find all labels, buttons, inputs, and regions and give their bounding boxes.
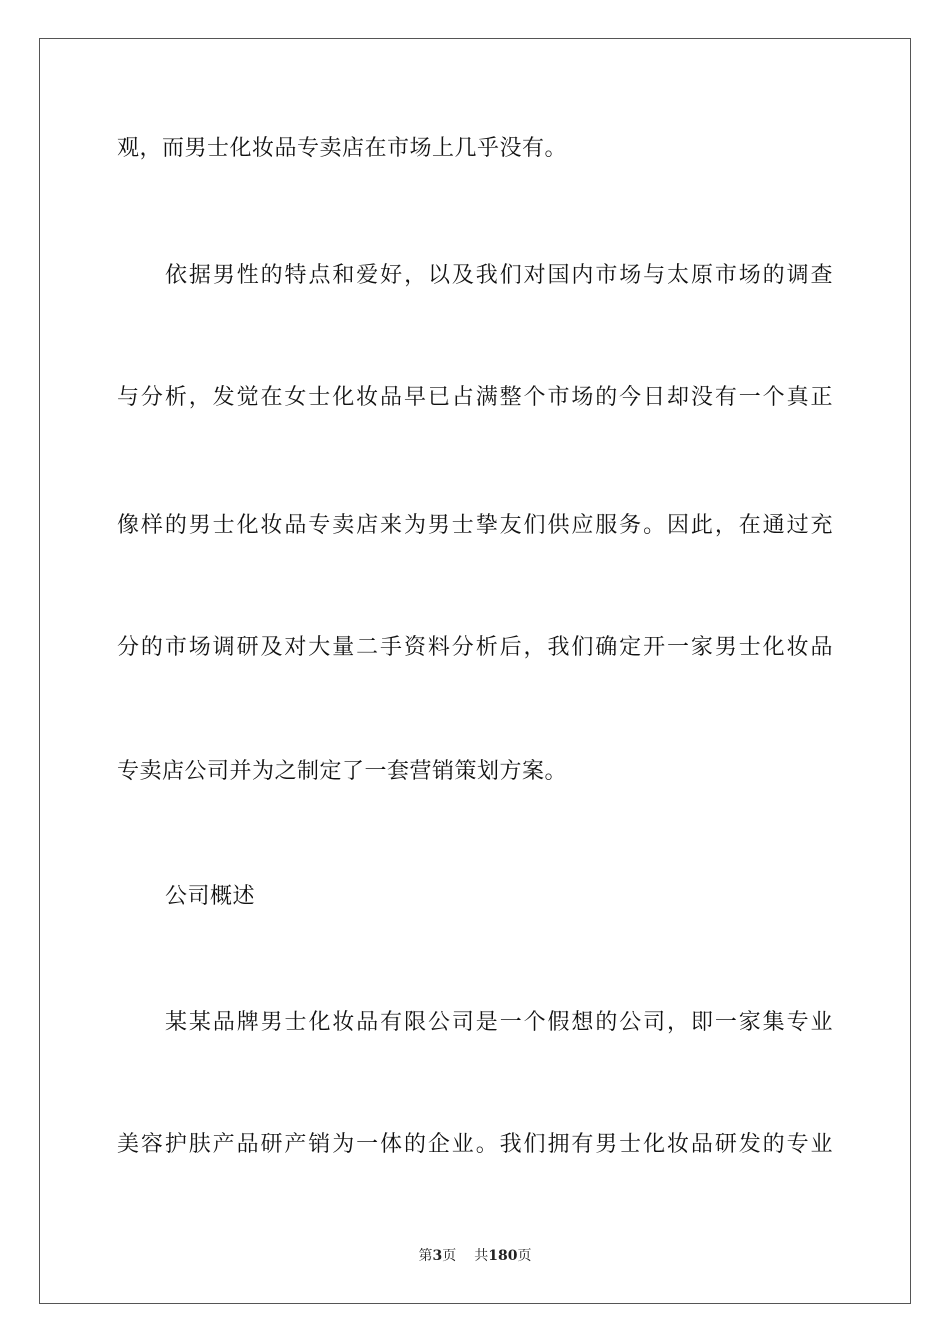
paragraph-line-6: 专卖店公司并为之制定了一套营销策划方案。 <box>117 759 568 784</box>
paragraph-line-4: 像样的男士化妆品专卖店来为男士挚友们供应服务。因此，在通过充 <box>117 513 833 538</box>
paragraph-line-3: 与分析，发觉在女士化妆品早已占满整个市场的今日却没有一个真正 <box>117 385 833 410</box>
page-border <box>39 38 911 1304</box>
page-suffix: 页 <box>442 1248 457 1264</box>
paragraph-line-8: 某某品牌男士化妆品有限公司是一个假想的公司，即一家集专业 <box>165 1010 833 1035</box>
section-heading-company-overview: 公司概述 <box>165 884 256 909</box>
page-prefix: 第 <box>418 1248 433 1264</box>
total-prefix: 共 <box>474 1248 489 1264</box>
paragraph-line-1: 观，而男士化妆品专卖店在市场上几乎没有。 <box>117 136 568 161</box>
page-footer <box>0 1247 950 1265</box>
paragraph-line-5: 分的市场调研及对大量二手资料分析后，我们确定开一家男士化妆品 <box>117 635 833 660</box>
total-suffix: 页 <box>517 1248 532 1264</box>
page-number: 3 <box>432 1248 443 1264</box>
paragraph-line-9: 美容护肤产品研产销为一体的企业。我们拥有男士化妆品研发的专业 <box>117 1132 833 1157</box>
total-pages: 180 <box>488 1248 518 1264</box>
paragraph-line-2: 依据男性的特点和爱好，以及我们对国内市场与太原市场的调查 <box>165 263 833 288</box>
